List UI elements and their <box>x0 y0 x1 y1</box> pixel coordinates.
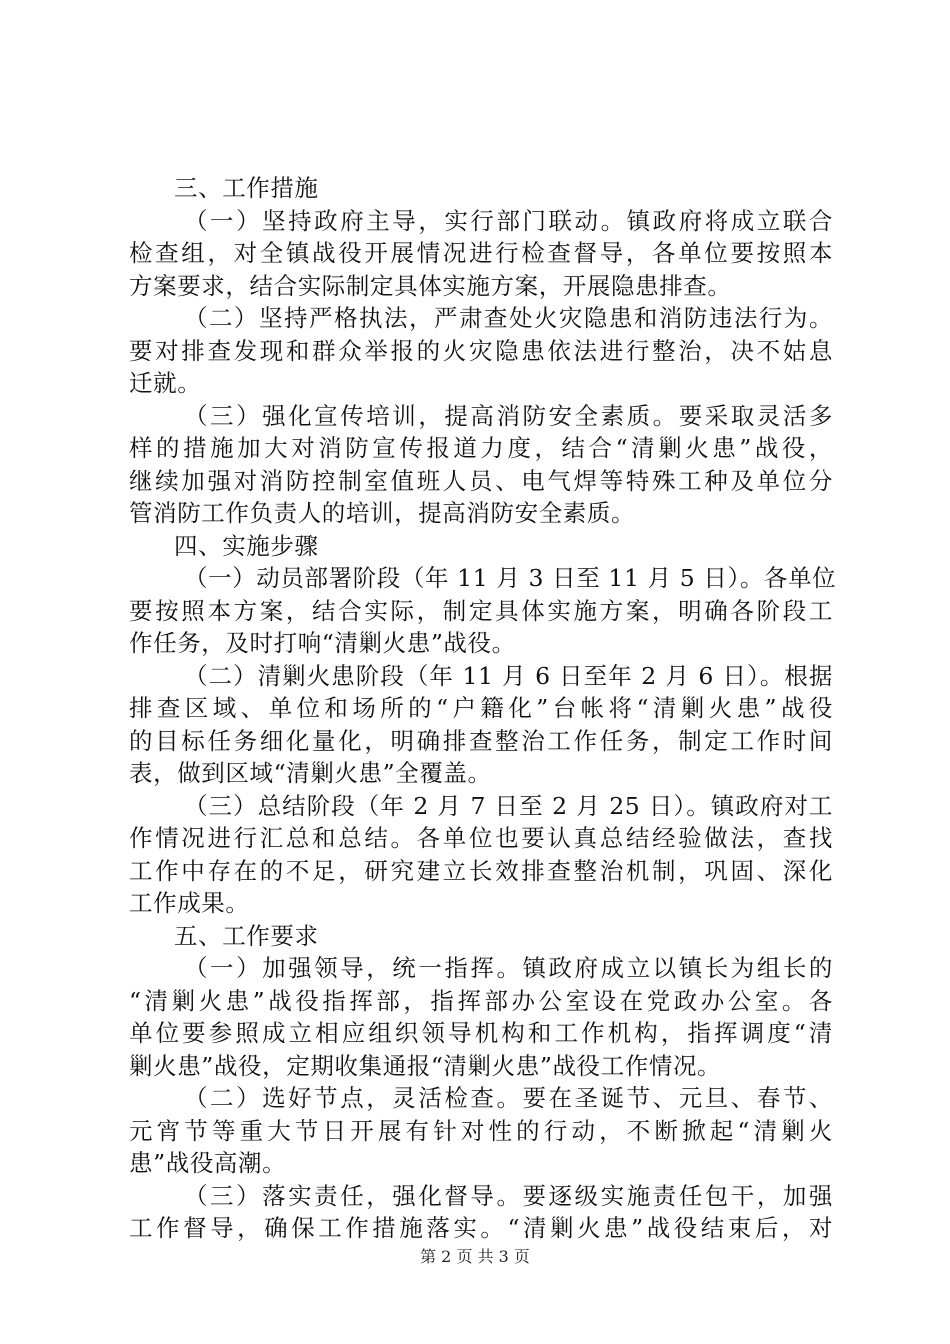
text-line: 工作督导，确保工作措施落实。“清剿火患”战役结束后，对 <box>129 1214 833 1242</box>
text-line: 工作中存在的不足，研究建立长效排查整治机制，巩固、深化 <box>129 856 833 885</box>
text-line: 作任务，及时打响“清剿火患”战役。 <box>129 629 516 657</box>
text-line: 的目标任务细化量化，明确排查整治工作任务，制定工作时间 <box>129 726 833 755</box>
text-line: （三）总结阶段（年 2 月 7 日至 2 月 25 日）。镇政府对工 <box>184 791 833 820</box>
text-line: （二）清剿火患阶段（年 11 月 6 日至年 2 月 6 日）。根据 <box>184 661 833 690</box>
text-line: 样的措施加大对消防宣传报道力度，结合“清剿火患”战役， <box>129 434 833 462</box>
text-line: （二）坚持严格执法，严肃查处火灾隐患和消防违法行为。 <box>184 304 833 332</box>
text-line: 要按照本方案，结合实际，制定具体实施方案，明确各阶段工 <box>129 596 833 625</box>
section-heading: 五、工作要求 <box>174 921 319 950</box>
text-line: “清剿火患”战役指挥部，指挥部办公室设在党政办公室。各 <box>129 986 833 1015</box>
text-line: （一）加强领导，统一指挥。镇政府成立以镇长为组长的 <box>184 954 833 982</box>
text-line: 检查组，对全镇战役开展情况进行检查督导，各单位要按照本 <box>129 239 833 267</box>
text-line: 管消防工作负责人的培训，提高消防安全素质。 <box>129 499 636 527</box>
document-body <box>129 172 837 1245</box>
text-line: 患”战役高潮。 <box>129 1149 287 1177</box>
text-line: （二）选好节点，灵活检查。要在圣诞节、元旦、春节、 <box>184 1084 833 1112</box>
text-line: （三）强化宣传培训，提高消防安全素质。要采取灵活多 <box>184 401 833 430</box>
text-line: 迁就。 <box>129 369 202 397</box>
section-heading: 四、实施步骤 <box>174 531 319 560</box>
text-line: （一）动员部署阶段（年 11 月 3 日至 11 月 5 日）。各单位 <box>184 564 837 592</box>
text-line: 工作成果。 <box>129 889 250 917</box>
text-line: 单位要参照成立相应组织领导机构和工作机构，指挥调度“清 <box>129 1019 833 1047</box>
text-line: 要对排查发现和群众举报的火灾隐患依法进行整治，决不姑息 <box>129 336 833 365</box>
text-line: 作情况进行汇总和总结。各单位也要认真总结经验做法，查找 <box>129 824 833 852</box>
text-line: （三）落实责任，强化督导。要逐级实施责任包干，加强 <box>184 1181 833 1210</box>
text-line: 继续加强对消防控制室值班人员、电气焊等特殊工种及单位分 <box>129 466 833 495</box>
text-line: （一）坚持政府主导，实行部门联动。镇政府将成立联合 <box>184 206 833 235</box>
text-line: 元宵节等重大节日开展有针对性的行动，不断掀起“清剿火 <box>129 1116 833 1145</box>
text-line: 方案要求，结合实际制定具体实施方案，开展隐患排查。 <box>129 271 732 300</box>
text-line: 排查区域、单位和场所的“户籍化”台帐将“清剿火患”战役 <box>129 694 833 722</box>
section-heading: 三、工作措施 <box>174 174 319 202</box>
text-line: 表，做到区域“清剿火患”全覆盖。 <box>129 759 492 787</box>
text-line: 剿火患”战役，定期收集通报“清剿火患”战役工作情况。 <box>129 1051 722 1080</box>
page-footer: 第 2 页 共 3 页 <box>420 1247 530 1266</box>
